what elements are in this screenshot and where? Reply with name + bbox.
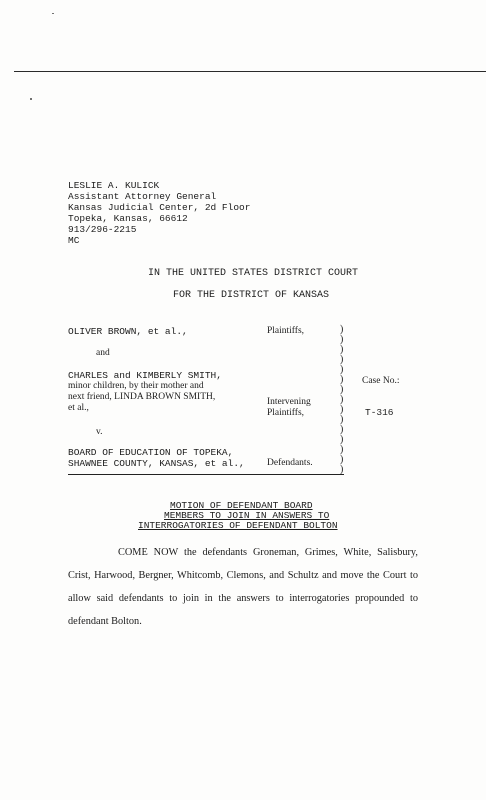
court-name: IN THE UNITED STATES DISTRICT COURT <box>148 268 359 279</box>
caption-paren: ) <box>340 364 344 375</box>
scan-speck <box>52 13 54 14</box>
intervenor-role-line1: Intervening <box>267 397 311 407</box>
caption-paren: ) <box>340 394 344 405</box>
caption-paren: ) <box>340 454 344 465</box>
intervenor-line1: CHARLES and KIMBERLY SMITH, <box>68 370 222 381</box>
caption-paren: ) <box>340 354 344 365</box>
top-rule <box>14 71 486 72</box>
and-conjunction: and <box>96 348 110 358</box>
intervenor-line4: et al., <box>68 403 89 413</box>
caption-underline <box>68 474 344 475</box>
motion-title-line2: MEMBERS TO JOIN IN ANSWERS TO <box>164 510 330 521</box>
plaintiff-role: Plaintiffs, <box>267 326 305 336</box>
versus-label: v. <box>96 427 103 437</box>
caption-paren: ) <box>340 384 344 395</box>
motion-body-text: COME NOW the defendants Groneman, Grimes, White, Salisbury, Crist, Harwood, Bergner, Whitcomb, Clemons, and Schultz and move the Court to allow said defendants to join in the answers to interrogatories propounded to defendant Bolton. <box>68 547 418 627</box>
defendant-role: Defendants. <box>267 458 313 468</box>
caption-paren: ) <box>340 434 344 445</box>
intervenor-line3: next friend, LINDA BROWN SMITH, <box>68 392 216 402</box>
case-number: T-316 <box>365 407 394 418</box>
caption-paren: ) <box>340 444 344 455</box>
attorney-initials: MC <box>68 235 80 246</box>
attorney-phone: 913/296-2215 <box>68 224 137 235</box>
caption-paren: ) <box>340 464 344 475</box>
defendant-line2: SHAWNEE COUNTY, KANSAS, et al., <box>68 458 245 469</box>
court-district: FOR THE DISTRICT OF KANSAS <box>173 290 330 301</box>
attorney-name: LESLIE A. KULICK <box>68 180 160 191</box>
caption-paren: ) <box>340 374 344 385</box>
attorney-address-line2: Topeka, Kansas, 66612 <box>68 213 188 224</box>
motion-title-line3: INTERROGATORIES OF DEFENDANT BOLTON <box>138 520 338 531</box>
caption-paren: ) <box>340 404 344 415</box>
defendant-line1: BOARD OF EDUCATION OF TOPEKA, <box>68 447 234 458</box>
case-number-label: Case No.: <box>362 376 400 386</box>
caption-paren: ) <box>340 334 344 345</box>
caption-paren: ) <box>340 324 344 335</box>
scan-speck <box>30 98 32 100</box>
attorney-title: Assistant Attorney General <box>68 191 217 202</box>
intervenor-role-line2: Plaintiffs, <box>267 408 305 418</box>
intervenor-line2: minor children, by their mother and <box>68 381 204 391</box>
caption-paren: ) <box>340 424 344 435</box>
motion-title-line1: MOTION OF DEFENDANT BOARD <box>170 500 313 511</box>
plaintiff-name: OLIVER BROWN, et al., <box>68 326 188 337</box>
caption-paren: ) <box>340 414 344 425</box>
attorney-address-line1: Kansas Judicial Center, 2d Floor <box>68 202 251 213</box>
motion-body <box>68 541 418 633</box>
caption-paren: ) <box>340 344 344 355</box>
